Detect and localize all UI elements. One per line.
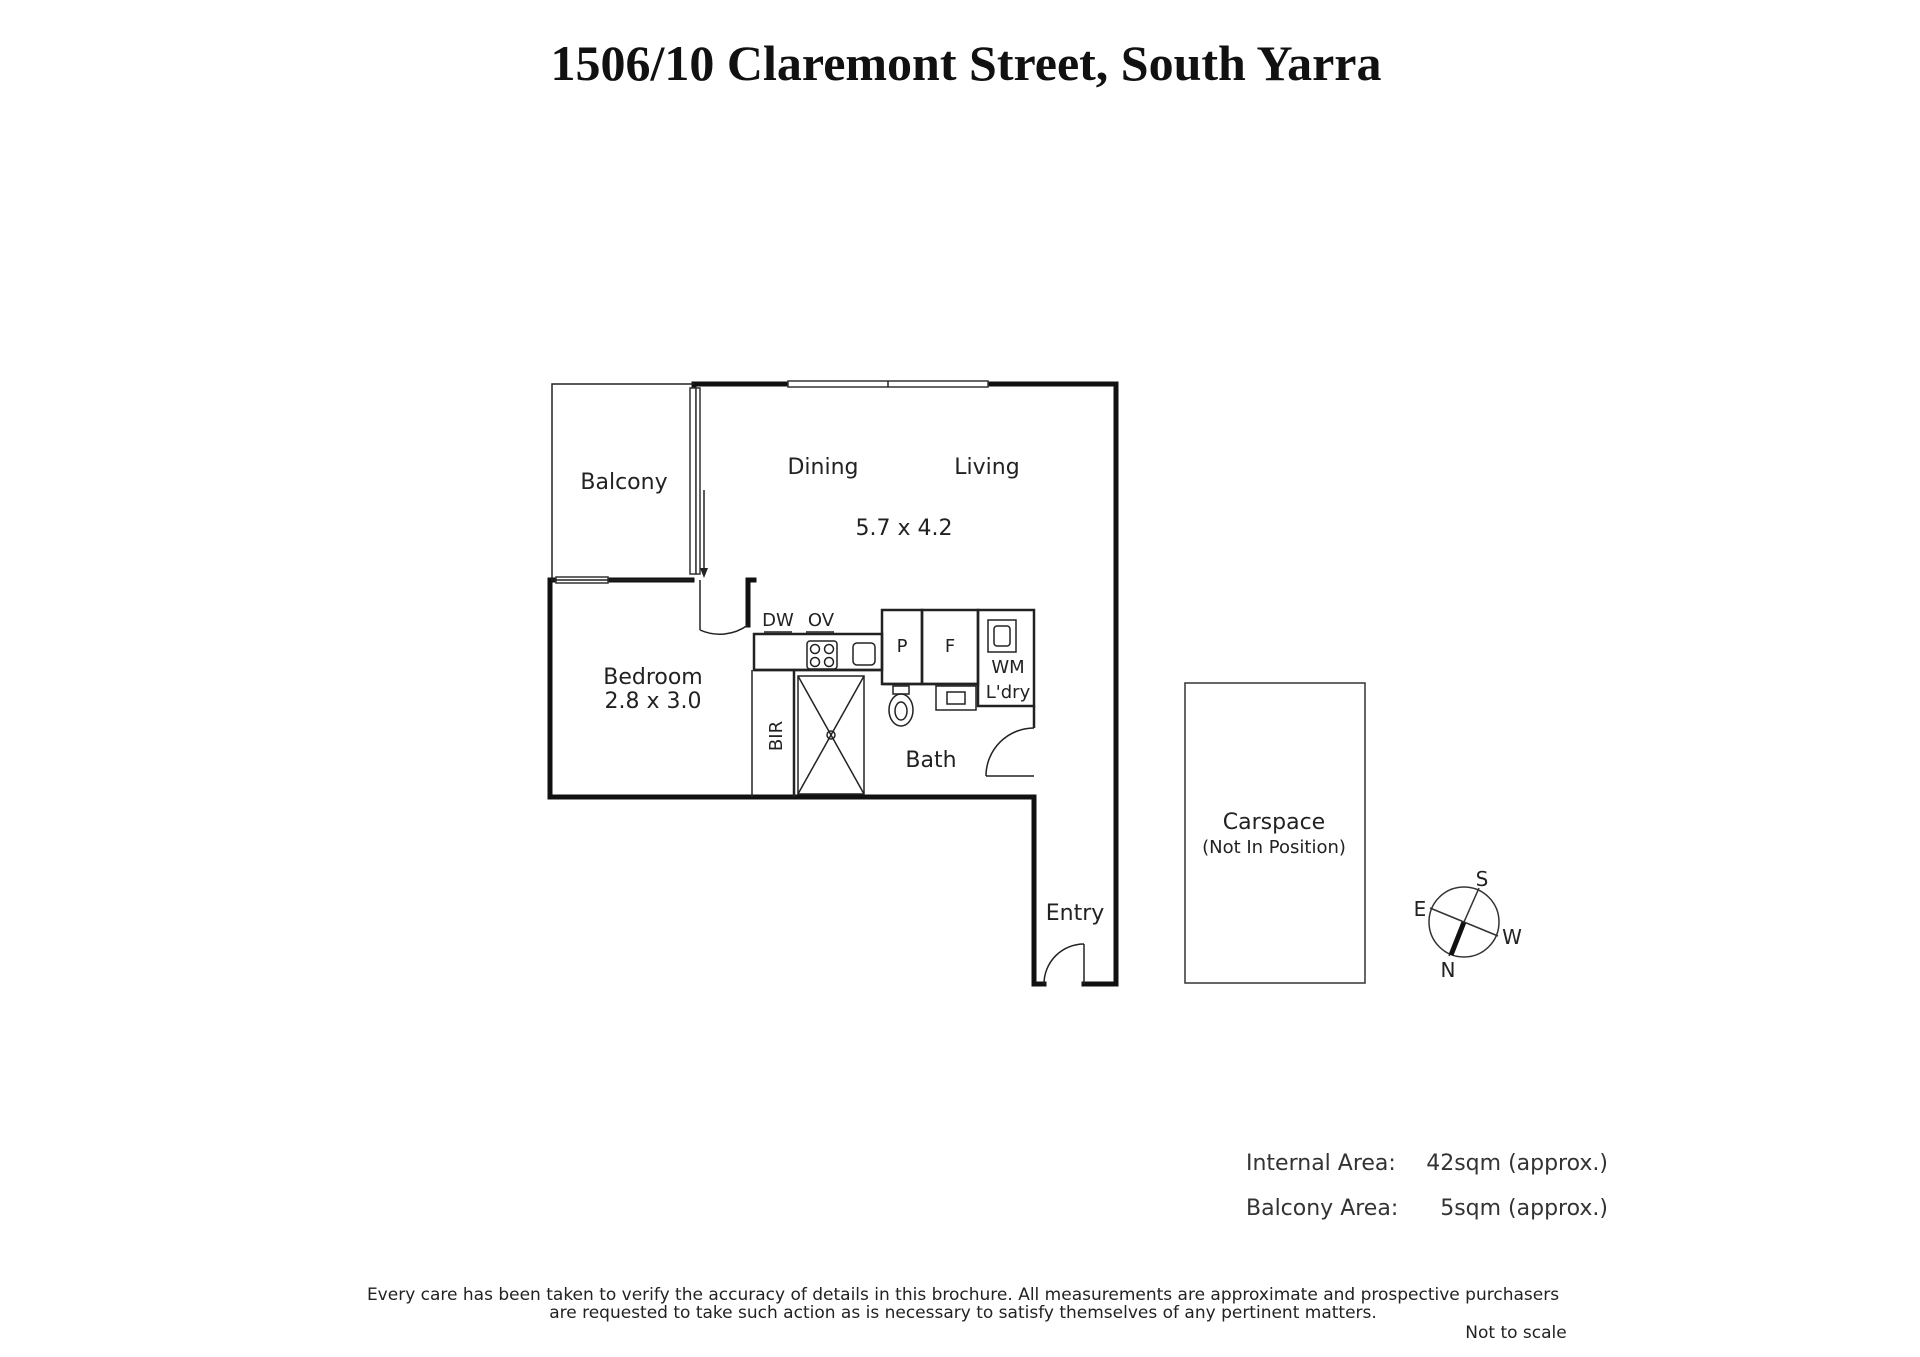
vanity-icon xyxy=(936,686,976,710)
balcony-area-label: Balcony Area: xyxy=(1246,1196,1399,1221)
page-title: 1506/10 Claremont Street, South Yarra xyxy=(550,35,1382,91)
oven-label: OV xyxy=(807,610,835,631)
sliding-door xyxy=(690,388,696,574)
dining-label: Dining xyxy=(787,455,859,480)
toilet-icon xyxy=(893,686,909,694)
bath-door xyxy=(986,728,1034,776)
balcony-label: Balcony xyxy=(580,470,668,495)
bedroom-door xyxy=(700,625,748,634)
carspace-label: Carspace xyxy=(1222,810,1326,835)
carspace-note: (Not In Position) xyxy=(1202,837,1346,858)
bedroom-dimensions: 2.8 x 3.0 xyxy=(604,689,702,714)
living-dimensions: 5.7 x 4.2 xyxy=(855,516,953,541)
balcony-area-value: 5sqm (approx.) xyxy=(1440,1196,1608,1221)
internal-area-value: 42sqm (approx.) xyxy=(1426,1151,1608,1176)
washing-machine-icon xyxy=(988,620,1016,652)
fridge-label: F xyxy=(944,636,956,657)
entry-label: Entry xyxy=(1045,901,1105,926)
compass-south: S xyxy=(1475,867,1489,891)
disclaimer-line-1: Every care has been taken to verify the accuracy of details in this brochure. All measurements are approximate and prospective purchasers xyxy=(366,1285,1560,1305)
internal-area-label: Internal Area: xyxy=(1246,1151,1396,1176)
entry-door xyxy=(1044,944,1084,984)
bedroom-label: Bedroom xyxy=(603,665,703,690)
compass-north: N xyxy=(1440,958,1456,982)
laundry-label: L'dry xyxy=(985,682,1031,703)
compass-east: E xyxy=(1413,897,1427,921)
arrow-icon xyxy=(700,568,708,578)
bath-label: Bath xyxy=(905,748,957,773)
bir-label: BIR xyxy=(766,720,787,752)
compass-west: W xyxy=(1502,925,1522,949)
compass-icon xyxy=(1414,867,1522,982)
disclaimer-line-2: are requested to take such action as is necessary to satisfy themselves of any pertinent matters. xyxy=(549,1303,1377,1323)
dishwasher-label: DW xyxy=(762,610,794,631)
living-label: Living xyxy=(954,455,1020,480)
washing-machine-label: WM xyxy=(991,657,1025,678)
scale-note: Not to scale xyxy=(1465,1323,1567,1343)
sink-icon xyxy=(853,643,875,665)
pantry-label: P xyxy=(896,636,908,657)
